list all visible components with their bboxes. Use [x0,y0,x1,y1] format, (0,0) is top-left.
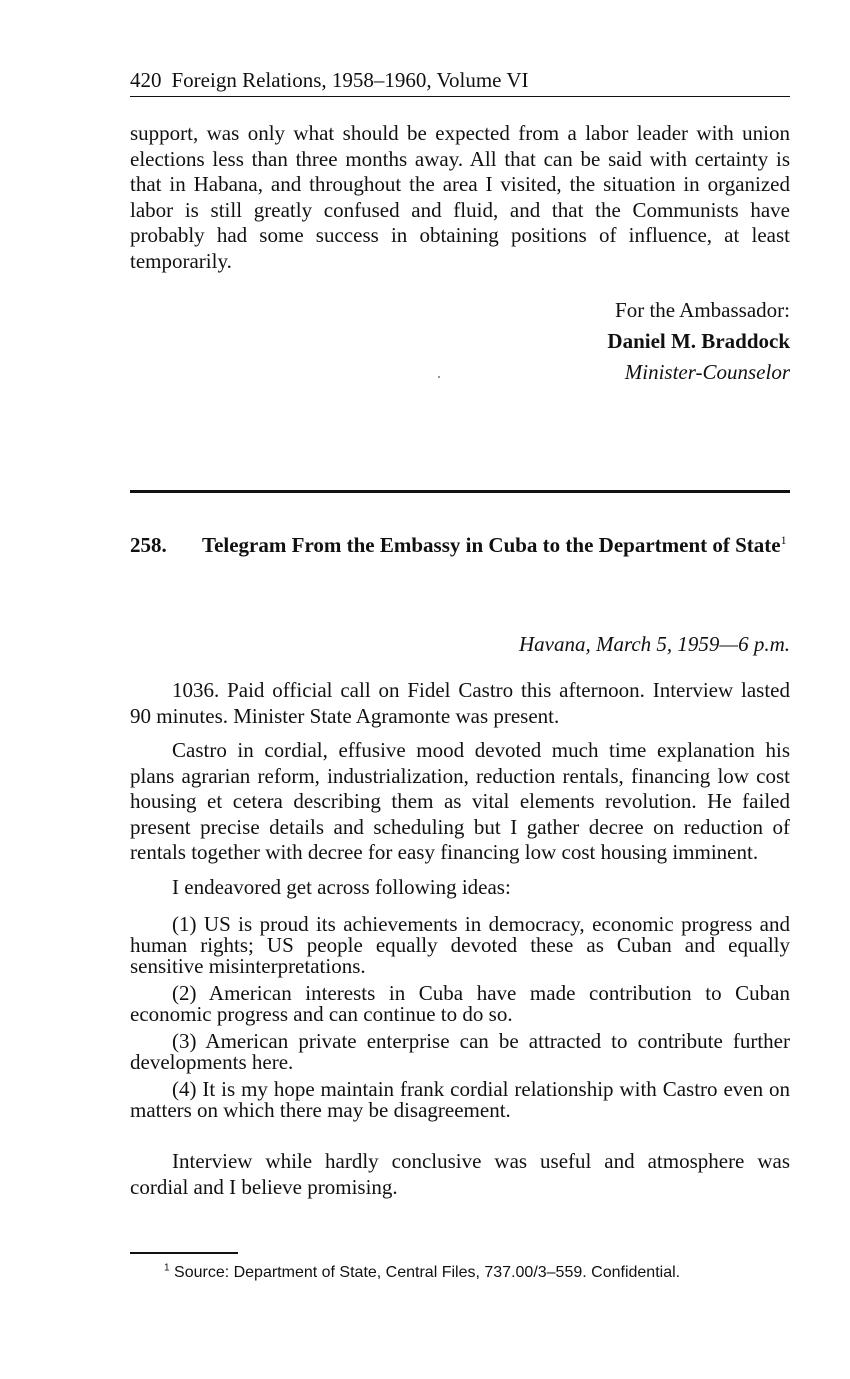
idea-item: (2) American interests in Cuba have made contribution to Cuban economic progress and can continue to do so. [130,981,790,1026]
section-divider [130,490,790,493]
dateline: Havana, March 5, 1959—6 p.m. [518,632,790,656]
signature-block [607,295,790,388]
prior-document-closing-paragraph: support, was only what should be expected from a labor leader with union elections less than three months away. All that can be said with certainty is that in Habana, and throughout the area I visited, the situation in organized labor is still greatly confused and fluid, and that the Communists have probably had some success in obtaining positions of influence, at least temporarily. [130,121,790,273]
signatory-name: Daniel M. Braddock [607,329,790,353]
footnote-marker: 1 [164,1262,170,1274]
running-head [130,66,790,97]
closing-paragraph: Interview while hardly conclusive was useful and atmosphere was cordial and I believe promising. [130,1149,790,1199]
telegram-paragraph: I endeavored get across following ideas: [172,874,511,899]
idea-item: (3) American private enterprise can be attracted to contribute further developments here. [130,1029,790,1074]
telegram-paragraph: 1036. Paid official call on Fidel Castro this afternoon. Interview lasted 90 minutes. Minister State Agramonte was present. [130,678,790,728]
document-number: 258. [130,533,167,557]
footnote [164,1262,680,1284]
idea-item: (1) US is proud its achievements in democracy, economic progress and human rights; US people equally devoted these as Cuban and equally sensitive misinterpretations. [130,912,790,978]
signatory-title: Minister-Counselor [624,360,790,384]
ideas-list [130,914,790,1121]
footnote-text: Source: Department of State, Central Files, 737.00/3–559. Confidential. [174,1264,681,1281]
footnote-reference: 1 [780,533,787,547]
footnote-rule [130,1252,238,1254]
telegram-body [130,678,790,1200]
scan-speck [438,376,440,378]
page-number: 420 [130,68,162,92]
document-title: Telegram From the Embassy in Cuba to the Department of State [202,533,781,557]
idea-item: (4) It is my hope maintain frank cordial relationship with Castro even on matters on which there may be disagreement. [130,1077,790,1122]
telegram-paragraph: Castro in cordial, effusive mood devoted much time explanation his plans agrarian reform, industrialization, reduction rentals, financing low cost housing et cetera describing them as vital elements revolution. He failed present precise details and scheduling but I gather decree on reduction of rentals together with decree for easy financing low cost housing imminent. [130,738,790,864]
signature-complimentary: For the Ambassador: [615,298,790,322]
document-title-wrap [202,533,790,558]
volume-title: Foreign Relations, 1958–1960, Volume VI [171,68,529,92]
